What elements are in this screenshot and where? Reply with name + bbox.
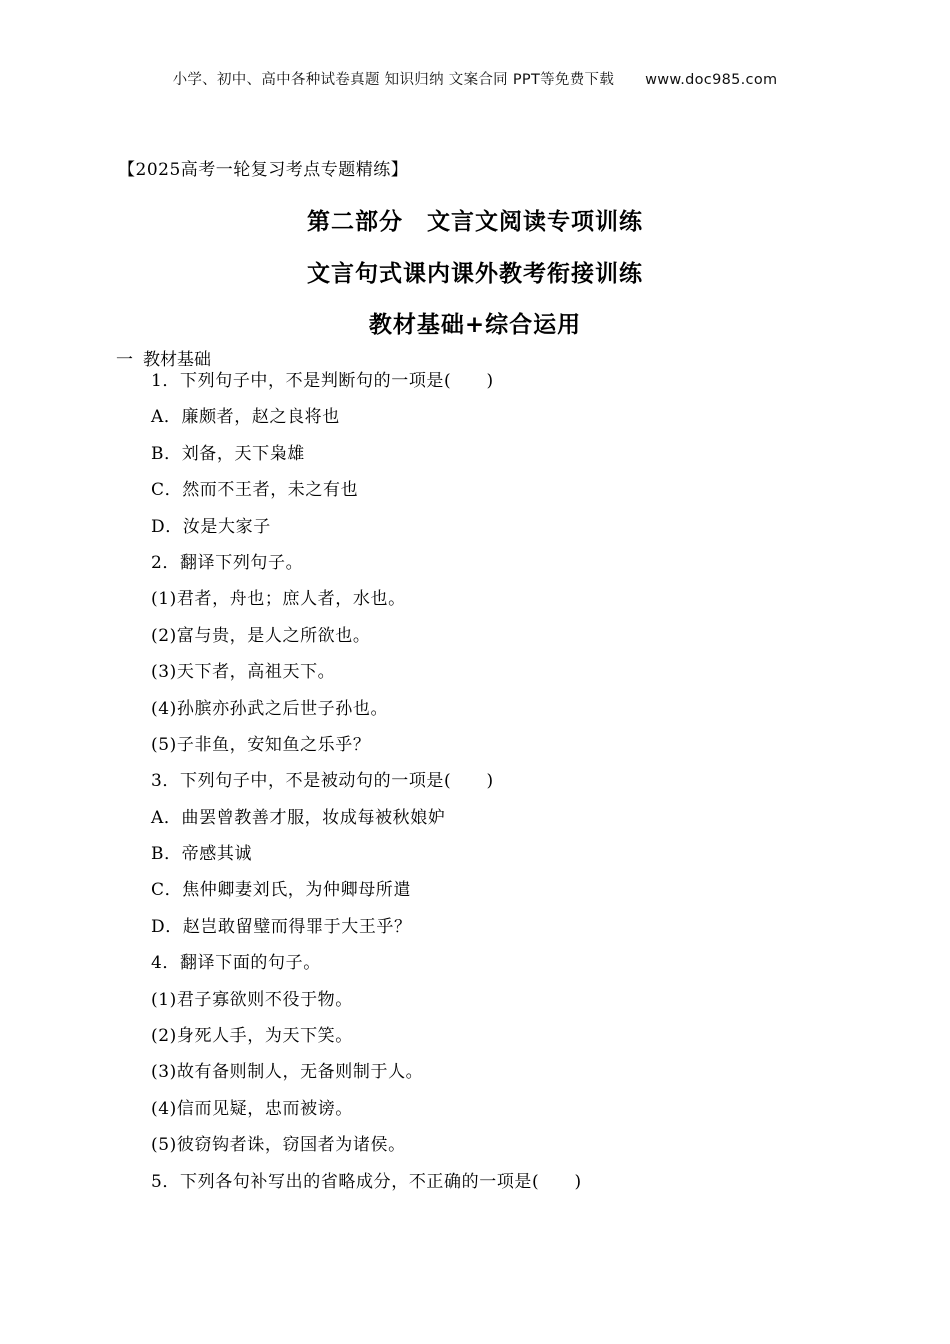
header-text: 小学、初中、高中各种试卷真题 知识归纳 文案合同 PPT等免费下载 (172, 72, 615, 88)
header-website: www.doc985.com (645, 72, 778, 88)
series-tag: 【2025高考一轮复习考点专题精练】 (118, 160, 409, 180)
question-option: D．赵岂敢留璧而得罪于大王乎？ (151, 916, 412, 937)
question-option: C．然而不王者，未之有也 (151, 480, 359, 501)
section-label: 教材基础 (143, 350, 211, 370)
question-item: (4)信而见疑，忠而被谤。 (151, 1098, 353, 1119)
question-list (151, 370, 582, 1207)
question-option: B．刘备，天下枭雄 (151, 443, 305, 464)
question-item: (5)彼窃钩者诛，窃国者为诸侯。 (151, 1135, 406, 1156)
question-item: (5)子非鱼，安知鱼之乐乎？ (151, 734, 371, 755)
question-line: 3．下列句子中，不是被动句的一项是( ) (151, 771, 494, 792)
question-option: D．汝是大家子 (151, 516, 271, 537)
question-item: (2)富与贵，是人之所欲也。 (151, 625, 371, 646)
question-item: (4)孙膑亦孙武之后世子孙也。 (151, 698, 389, 719)
question-item: (3)故有备则制人，无备则制于人。 (151, 1062, 424, 1083)
question-item: (3)天下者，高祖天下。 (151, 662, 336, 683)
question-option: B．帝感其诚 (151, 844, 253, 865)
section-heading (116, 345, 211, 370)
question-option: A．廉颇者，赵之良将也 (151, 407, 340, 428)
question-line: 5．下列各句补写出的省略成分，不正确的一项是( ) (151, 1171, 582, 1192)
page-header (0, 68, 950, 89)
question-option: A．曲罢曾教善才服，妆成每被秋娘妒 (151, 807, 446, 828)
question-line: 2．翻译下列句子。 (151, 552, 304, 573)
question-option: C．焦仲卿妻刘氏，为仲卿母所遣 (151, 880, 412, 901)
title-subtitle: 教材基础+综合运用 (368, 312, 582, 338)
title-part: 第二部分 文言文阅读专项训练 (307, 209, 643, 235)
question-line: 4．翻译下面的句子。 (151, 953, 321, 974)
question-item: (2)身死人手，为天下笑。 (151, 1026, 353, 1047)
question-item: (1)君者，舟也；庶人者，水也。 (151, 589, 406, 610)
title-topic: 文言句式课内课外教考衔接训练 (307, 261, 643, 287)
question-item: (1)君子寡欲则不役于物。 (151, 989, 353, 1010)
question-line: 1．下列句子中，不是判断句的一项是( ) (151, 371, 494, 391)
section-number: 一 (116, 350, 133, 370)
